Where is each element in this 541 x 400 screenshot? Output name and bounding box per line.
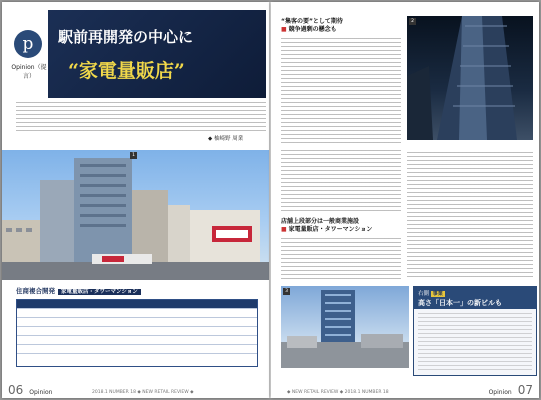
lead-text-block xyxy=(16,102,266,132)
tower-photo-illustration xyxy=(407,16,533,140)
table-row xyxy=(17,318,257,327)
body-text-column xyxy=(281,238,401,280)
sidebar-box-label: 右側 xyxy=(418,291,430,297)
table-row xyxy=(17,327,257,336)
photo-number-badge: 1 xyxy=(130,152,137,159)
rendering-illustration xyxy=(281,286,409,368)
body-text-column xyxy=(281,38,401,146)
page-folio-left: 06 Opinion xyxy=(8,383,53,397)
table-row xyxy=(17,336,257,345)
station-building-photo xyxy=(2,150,269,280)
footer-right: ◆ NEW RETAIL REVIEW ◆ 2018.1 NUMBER 18 xyxy=(287,390,389,395)
opinion-label: Opinion（提言） xyxy=(11,64,47,80)
title-line-1: 駅前再開発の中心に xyxy=(58,28,194,46)
tower-rendering-photo xyxy=(281,286,409,368)
photo-number-badge: 2 xyxy=(409,18,416,25)
body-text-column xyxy=(281,150,401,214)
table-row xyxy=(17,345,257,354)
opinion-logo-icon: p xyxy=(14,30,42,58)
footer-left: 2018.1 NUMBER 18 ◆ NEW RETAIL REVIEW ◆ xyxy=(92,390,194,395)
tower-night-photo xyxy=(407,16,533,140)
station-photo-illustration xyxy=(2,150,269,280)
table-heading: 住商複合開発 家電量販店・タワーマンション xyxy=(16,286,256,296)
table-row xyxy=(17,309,257,318)
sidebar-box-text xyxy=(418,313,532,371)
right-page xyxy=(271,2,539,398)
table-row xyxy=(17,354,257,362)
left-page xyxy=(2,2,269,398)
sidebar-box xyxy=(413,286,537,376)
title-banner xyxy=(48,10,266,98)
sidebar-box-tag: 事業 xyxy=(432,291,443,297)
body-text-column xyxy=(407,152,533,280)
sidebar-box-title: 高さ「日本一」の新ビルも xyxy=(418,299,502,307)
page-folio-right: Opinion 07 xyxy=(488,383,533,397)
table-heading-tag: 家電量販店・タワーマンション xyxy=(58,289,141,295)
table-header-row xyxy=(17,300,257,309)
title-line-2: “家電量販店” xyxy=(68,60,185,82)
subheading-2: 店舗上段部分は一般商業施設 ■ 家電量販店・タワーマンション xyxy=(281,218,373,233)
project-table xyxy=(16,299,258,367)
subheading-1: “集客の要”として期待 ■ 競争過剰の懸念も xyxy=(281,18,343,33)
sidebar-box-header xyxy=(414,287,536,309)
photo-number-badge: 3 xyxy=(283,288,290,295)
author-byline: ◆ 柚崎野 周業 xyxy=(208,136,244,142)
